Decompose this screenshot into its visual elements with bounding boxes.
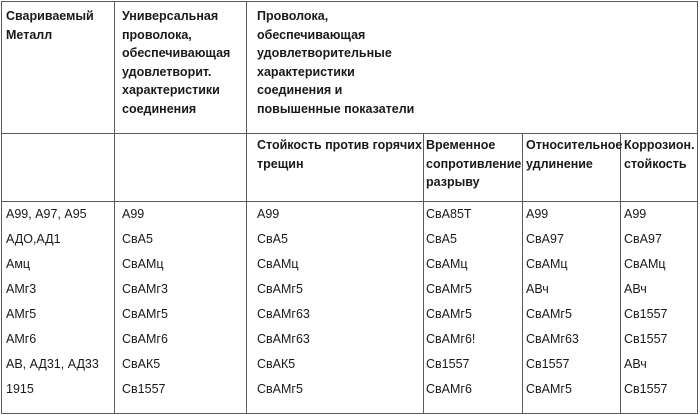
cell-tensile-strength: СвАМг5: [426, 282, 472, 296]
cell-tensile-strength: СвАМг6: [426, 382, 472, 396]
header-enhanced-wire: Проволока, обеспечивающая удовлетворительные характеристики соединения и повышенные показатели: [257, 9, 415, 116]
header-divider: [1, 201, 698, 202]
cell-universal: А99: [122, 207, 145, 221]
header-tensile-strength: Временное сопротивление разрыву: [426, 138, 522, 189]
cell-tensile-strength: СвАМг6!: [426, 332, 476, 346]
cell-corrosion-resistance: Св1557: [624, 332, 668, 346]
column-divider: [114, 1, 115, 413]
cell-elongation: СвАМг63: [526, 332, 579, 346]
cell-elongation: Св1557: [526, 357, 570, 371]
cell-universal: СвА5: [122, 232, 153, 246]
table-border-top: [1, 1, 698, 2]
header-elongation: Относительное удлинение: [526, 138, 623, 171]
cell-metal: АМг3: [6, 282, 37, 296]
cell-universal: СвАМц: [122, 257, 164, 271]
table-border-left: [1, 1, 2, 413]
column-divider: [522, 133, 523, 413]
cell-crack-resistance: СвАМг5: [257, 382, 303, 396]
cell-crack-resistance: СвАМг5: [257, 282, 303, 296]
cell-metal: АДО,АД1: [6, 232, 61, 246]
cell-crack-resistance: СвАМг63: [257, 307, 310, 321]
cell-metal: 1915: [6, 382, 34, 396]
cell-elongation: СвАМг5: [526, 382, 572, 396]
header-metal: Свариваемый Металл: [6, 9, 94, 42]
cell-corrosion-resistance: АВч: [624, 357, 647, 371]
column-divider: [620, 133, 621, 413]
cell-corrosion-resistance: Св1557: [624, 382, 668, 396]
cell-metal: АВ, АД31, АД33: [6, 357, 99, 371]
cell-elongation: СвАМц: [526, 257, 568, 271]
column-divider: [423, 133, 424, 413]
cell-elongation: А99: [526, 207, 549, 221]
header-corrosion-resistance: Коррозион. стойкость: [624, 138, 695, 171]
cell-corrosion-resistance: СвА97: [624, 232, 662, 246]
cell-crack-resistance: СвАК5: [257, 357, 296, 371]
cell-corrosion-resistance: Св1557: [624, 307, 668, 321]
header-crack-resistance: Стойкость против горячих трещин: [257, 138, 422, 171]
table-border-right: [697, 1, 698, 413]
cell-tensile-strength: Св1557: [426, 357, 470, 371]
cell-crack-resistance: СвА5: [257, 232, 288, 246]
cell-universal: Св1557: [122, 382, 166, 396]
cell-corrosion-resistance: А99: [624, 207, 647, 221]
cell-metal: Амц: [6, 257, 31, 271]
cell-universal: СвАМг5: [122, 307, 168, 321]
cell-crack-resistance: СвАМц: [257, 257, 299, 271]
table-border-bottom: [1, 413, 698, 414]
cell-metal: А99, А97, А95: [6, 207, 87, 221]
cell-elongation: АВч: [526, 282, 549, 296]
cell-universal: СвАМг6: [122, 332, 168, 346]
cell-universal: СвАК5: [122, 357, 161, 371]
column-divider: [246, 1, 247, 413]
cell-tensile-strength: СвА85Т: [426, 207, 472, 221]
header-universal-wire: Универсальная проволока, обеспечивающая удовлетворит. характеристики соединения: [122, 9, 231, 116]
cell-crack-resistance: СвАМг63: [257, 332, 310, 346]
cell-universal: СвАМг3: [122, 282, 168, 296]
cell-metal: АМг5: [6, 307, 37, 321]
cell-tensile-strength: СвАМг5: [426, 307, 472, 321]
header-divider: [1, 133, 698, 134]
cell-crack-resistance: А99: [257, 207, 280, 221]
cell-tensile-strength: СвАМц: [426, 257, 468, 271]
cell-elongation: СвА97: [526, 232, 564, 246]
cell-corrosion-resistance: АВч: [624, 282, 647, 296]
cell-elongation: СвАМг5: [526, 307, 572, 321]
cell-tensile-strength: СвА5: [426, 232, 457, 246]
cell-corrosion-resistance: СвАМц: [624, 257, 666, 271]
cell-metal: АМг6: [6, 332, 37, 346]
